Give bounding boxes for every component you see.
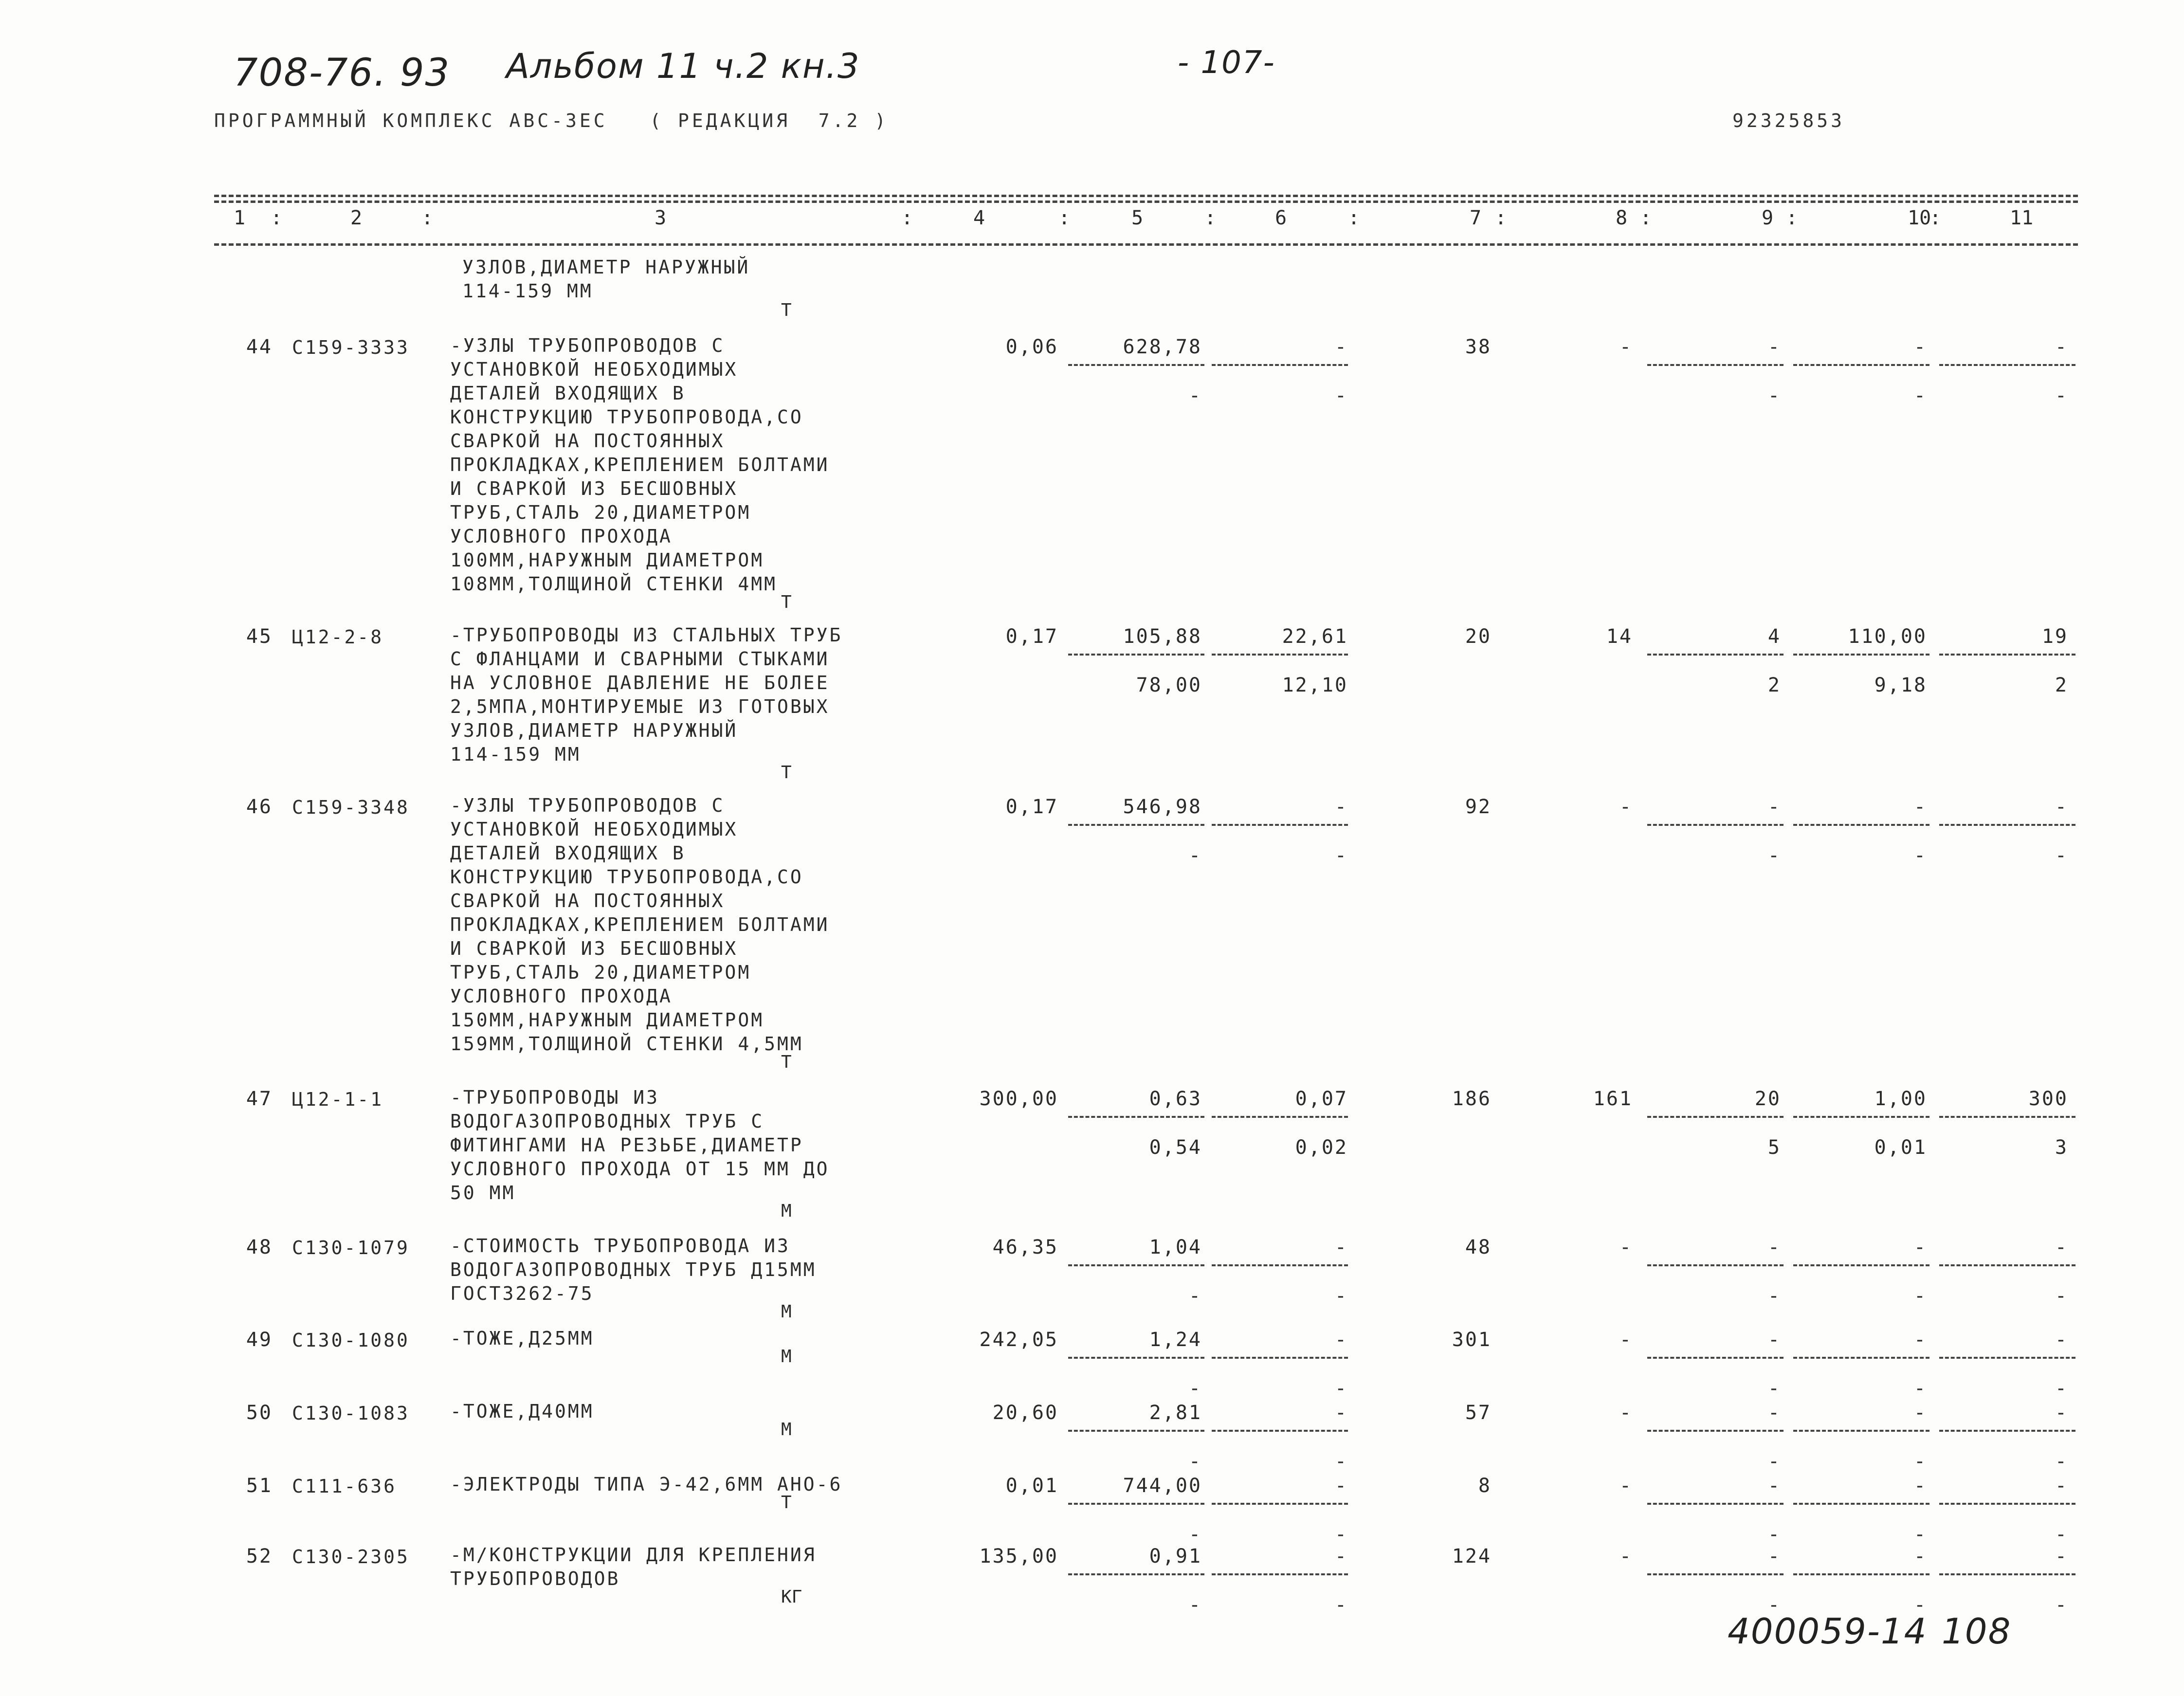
row-description-line: ГОСТ3262-75	[450, 1283, 594, 1304]
cell-c11: -	[2055, 1236, 2068, 1258]
cell-separator-c9	[1647, 1357, 1784, 1359]
continuation-unit: Т	[781, 300, 792, 320]
row-description-line: -М/КОНСТРУКЦИИ ДЛЯ КРЕПЛЕНИЯ	[450, 1544, 817, 1566]
cell-c4: 242,05	[979, 1329, 1058, 1351]
cell-separator-c10	[1793, 364, 1929, 366]
cell-c10b: -	[1913, 384, 1927, 407]
row-description-line: ВОДОГАЗОПРОВОДНЫХ ТРУБ Д15ММ	[450, 1259, 817, 1280]
row-description-line: КОНСТРУКЦИЮ ТРУБОПРОВОДА,СО	[450, 866, 803, 888]
cell-c6b: 12,10	[1282, 674, 1348, 696]
cell-separator-c5	[1068, 824, 1204, 826]
cell-separator-c11	[1939, 1430, 2075, 1432]
cell-c6: -	[1334, 796, 1348, 818]
row-description-line: -ТОЖЕ,Д40ММ	[450, 1401, 594, 1422]
column-header-2: 2	[350, 207, 363, 229]
cell-c6b: 0,02	[1295, 1136, 1348, 1159]
header-rule-top-second	[214, 201, 2078, 203]
cell-c9b: 5	[1767, 1136, 1781, 1159]
cell-c8: -	[1619, 1545, 1633, 1568]
cell-c10b: -	[1913, 1377, 1927, 1400]
cell-c5: 0,63	[1149, 1088, 1202, 1110]
row-description-line: 114-159 ММ	[450, 744, 581, 765]
cell-c9: -	[1767, 1236, 1781, 1258]
cell-c10: -	[1913, 796, 1927, 818]
row-code: С130-1079	[292, 1237, 410, 1258]
cell-c6b: -	[1334, 384, 1348, 407]
column-header-15: :	[1640, 207, 1652, 229]
cell-c5b: -	[1188, 1285, 1202, 1307]
cell-c6b: -	[1334, 1523, 1348, 1546]
row-code: С130-1080	[292, 1330, 410, 1351]
cell-c4: 300,00	[979, 1088, 1058, 1110]
cell-separator-c9	[1647, 364, 1784, 366]
cell-separator-c11	[1939, 364, 2075, 366]
row-unit: М	[781, 1201, 792, 1221]
row-description-line: УЗЛОВ,ДИАМЕТР НАРУЖНЫЙ	[450, 720, 738, 741]
column-header-16: 9	[1762, 207, 1774, 229]
cell-separator-c6	[1212, 824, 1348, 826]
cell-c11b: -	[2055, 1377, 2068, 1400]
row-description-line: 100ММ,НАРУЖНЫМ ДИАМЕТРОМ	[450, 549, 764, 571]
cell-separator-c6	[1212, 1430, 1348, 1432]
handwritten-album-reference: Альбом 11 ч.2 кн.3	[506, 46, 860, 86]
row-description-line: 2,5МПА,МОНТИРУЕМЫЕ ИЗ ГОТОВЫХ	[450, 696, 830, 717]
row-description-line: -ТОЖЕ,Д25ММ	[450, 1328, 594, 1349]
cell-c5: 744,00	[1123, 1475, 1202, 1497]
row-description-line: УСЛОВНОГО ПРОХОДА	[450, 526, 673, 547]
row-number: 47	[246, 1088, 273, 1110]
cell-c11b: 3	[2055, 1136, 2068, 1159]
column-header-17: :	[1786, 207, 1798, 229]
cell-c11: 19	[2041, 625, 2068, 648]
cell-c6: -	[1334, 1545, 1348, 1568]
cell-c6: 22,61	[1282, 625, 1348, 648]
cell-separator-c5	[1068, 1430, 1204, 1432]
column-header-4: 3	[655, 207, 667, 229]
cell-c6: -	[1334, 1475, 1348, 1497]
cell-c10b: -	[1913, 844, 1927, 867]
cell-c9: -	[1767, 1402, 1781, 1424]
cell-c8: 161	[1593, 1088, 1633, 1110]
row-description-line: ТРУБОПРОВОДОВ	[450, 1568, 620, 1589]
cell-c4: 20,60	[992, 1402, 1058, 1424]
cell-separator-c6	[1212, 1573, 1348, 1575]
cell-separator-c11	[1939, 654, 2075, 656]
cell-c10: -	[1913, 1545, 1927, 1568]
cell-c11b: -	[2055, 384, 2068, 407]
column-header-3: :	[421, 207, 434, 229]
cell-c9b: -	[1767, 1594, 1781, 1616]
cell-c8: -	[1619, 1475, 1633, 1497]
cell-c10b: 0,01	[1874, 1136, 1927, 1159]
cell-c4: 0,17	[1005, 625, 1058, 648]
cell-separator-c10	[1793, 1264, 1929, 1266]
row-unit: Т	[781, 1493, 792, 1513]
cell-separator-c10	[1793, 654, 1929, 656]
cell-c6b: -	[1334, 1285, 1348, 1307]
cell-c6b: -	[1334, 1377, 1348, 1400]
row-number: 52	[246, 1545, 273, 1568]
cell-c5b: -	[1188, 384, 1202, 407]
cell-separator-c6	[1212, 1357, 1348, 1359]
cell-separator-c5	[1068, 654, 1204, 656]
cell-c9b: -	[1767, 1450, 1781, 1473]
row-description-line: НА УСЛОВНОЕ ДАВЛЕНИЕ НЕ БОЛЕЕ	[450, 672, 830, 693]
cell-separator-c6	[1212, 1116, 1348, 1118]
cell-c4: 46,35	[992, 1236, 1058, 1258]
row-description-line: 50 ММ	[450, 1182, 516, 1204]
cell-c5: 2,81	[1149, 1402, 1202, 1424]
cell-c6: -	[1334, 1402, 1348, 1424]
column-header-7: :	[1058, 207, 1071, 229]
cell-c5b: -	[1188, 1594, 1202, 1616]
cell-separator-c5	[1068, 1264, 1204, 1266]
cell-c6: 0,07	[1295, 1088, 1348, 1110]
row-code: Ц12-1-1	[292, 1089, 384, 1110]
cell-c5b: -	[1188, 844, 1202, 867]
cell-c6: -	[1334, 1236, 1348, 1258]
cell-c11: -	[2055, 1402, 2068, 1424]
cell-c8: -	[1619, 1329, 1633, 1351]
row-description-line: УСТАНОВКОЙ НЕОБХОДИМЫХ	[450, 359, 738, 380]
handwritten-footer-code: 400059-14	[1728, 1611, 1928, 1652]
continuation-text-line: УЗЛОВ,ДИАМЕТР НАРУЖНЫЙ	[462, 256, 750, 278]
cell-separator-c9	[1647, 1264, 1784, 1266]
cell-c5: 546,98	[1123, 796, 1202, 818]
cell-c5: 1,04	[1149, 1236, 1202, 1258]
column-header-5: :	[901, 207, 913, 229]
cell-c10b: -	[1913, 1450, 1927, 1473]
row-number: 50	[246, 1402, 273, 1424]
cell-c4: 0,01	[1005, 1475, 1058, 1497]
row-description-line: 108ММ,ТОЛЩИНОЙ СТЕНКИ 4ММ	[450, 573, 777, 595]
cell-c8: -	[1619, 1402, 1633, 1424]
cell-c11: -	[2055, 336, 2068, 358]
cell-c11b: -	[2055, 1594, 2068, 1616]
cell-separator-c9	[1647, 1503, 1784, 1505]
cell-c9: -	[1767, 336, 1781, 358]
column-header-20: 11	[2010, 207, 2034, 229]
row-description-line: УСЛОВНОГО ПРОХОДА	[450, 985, 673, 1007]
column-header-12: 7	[1470, 207, 1482, 229]
cell-separator-c10	[1793, 824, 1929, 826]
row-description-line: С ФЛАНЦАМИ И СВАРНЫМИ СТЫКАМИ	[450, 648, 830, 670]
cell-separator-c10	[1793, 1116, 1929, 1118]
cell-separator-c5	[1068, 1116, 1204, 1118]
column-header-0: 1	[234, 207, 246, 229]
cell-separator-c11	[1939, 1116, 2075, 1118]
cell-c11: -	[2055, 1475, 2068, 1497]
row-code: С130-2305	[292, 1546, 410, 1568]
cell-c7: 124	[1452, 1545, 1492, 1568]
cell-c10b: -	[1913, 1523, 1927, 1546]
cell-c5b: -	[1188, 1450, 1202, 1473]
cell-separator-c10	[1793, 1503, 1929, 1505]
cell-separator-c10	[1793, 1357, 1929, 1359]
row-description-line: ТРУБ,СТАЛЬ 20,ДИАМЕТРОМ	[450, 502, 751, 523]
program-name: ПРОГРАММНЫЙ КОМПЛЕКС АВС-3ЕС ( РЕДАКЦИЯ 7.2 )	[214, 110, 889, 131]
cell-c6: -	[1334, 1329, 1348, 1351]
cell-c10: -	[1913, 1402, 1927, 1424]
cell-separator-c11	[1939, 1503, 2075, 1505]
cell-c6b: -	[1334, 1594, 1348, 1616]
cell-c11: -	[2055, 1545, 2068, 1568]
column-header-10: 6	[1275, 207, 1287, 229]
cell-separator-c9	[1647, 1430, 1784, 1432]
row-description-line: ПРОКЛАДКАХ,КРЕПЛЕНИЕМ БОЛТАМИ	[450, 914, 830, 935]
cell-c10b: -	[1913, 1285, 1927, 1307]
row-number: 51	[246, 1475, 273, 1497]
row-description-line: УСТАНОВКОЙ НЕОБХОДИМЫХ	[450, 819, 738, 840]
row-code: С159-3333	[292, 337, 410, 358]
cell-c4: 135,00	[979, 1545, 1058, 1568]
cell-c11b: 2	[2055, 674, 2068, 696]
cell-c5b: -	[1188, 1523, 1202, 1546]
row-description-line: СВАРКОЙ НА ПОСТОЯННЫХ	[450, 430, 725, 452]
cell-separator-c10	[1793, 1573, 1929, 1575]
cell-separator-c9	[1647, 1116, 1784, 1118]
cell-c9: 4	[1767, 625, 1781, 648]
cell-c9b: -	[1767, 1285, 1781, 1307]
cell-c8: 14	[1606, 625, 1633, 648]
row-unit: КГ	[781, 1587, 802, 1607]
row-unit: Т	[781, 763, 792, 783]
cell-c10: -	[1913, 336, 1927, 358]
row-description-line: -УЗЛЫ ТРУБОПРОВОДОВ С	[450, 335, 725, 356]
cell-c7: 301	[1452, 1329, 1492, 1351]
cell-c4: 0,06	[1005, 336, 1058, 358]
cell-c5: 628,78	[1123, 336, 1202, 358]
header-rule-top	[214, 195, 2078, 197]
row-description-line: -УЗЛЫ ТРУБОПРОВОДОВ С	[450, 795, 725, 816]
cell-c10b: 9,18	[1874, 674, 1927, 696]
cell-c5: 0,91	[1149, 1545, 1202, 1568]
row-description-line: ТРУБ,СТАЛЬ 20,ДИАМЕТРОМ	[450, 962, 751, 983]
handwritten-project-code: 708-76. 93	[234, 51, 451, 95]
row-unit: Т	[781, 1052, 792, 1072]
cell-c9b: -	[1767, 844, 1781, 867]
cell-c8: -	[1619, 796, 1633, 818]
row-description-line: -СТОИМОСТЬ ТРУБОПРОВОДА ИЗ	[450, 1235, 790, 1257]
column-header-19: :	[1929, 207, 1942, 229]
cell-separator-c11	[1939, 824, 2075, 826]
column-header-13: :	[1495, 207, 1507, 229]
column-header-11: :	[1348, 207, 1360, 229]
cell-separator-c5	[1068, 364, 1204, 366]
cell-separator-c5	[1068, 1503, 1204, 1505]
cell-c10: -	[1913, 1329, 1927, 1351]
cell-c6b: -	[1334, 844, 1348, 867]
row-description-line: -ТРУБОПРОВОДЫ ИЗ	[450, 1087, 660, 1108]
cell-c11b: -	[2055, 1523, 2068, 1546]
row-description-line: КОНСТРУКЦИЮ ТРУБОПРОВОДА,СО	[450, 406, 803, 428]
cell-c5: 1,24	[1149, 1329, 1202, 1351]
row-number: 46	[246, 796, 273, 818]
cell-c9b: 2	[1767, 674, 1781, 696]
cell-c5b: -	[1188, 1377, 1202, 1400]
cell-c11: -	[2055, 796, 2068, 818]
cell-separator-c11	[1939, 1357, 2075, 1359]
cell-c10: 1,00	[1874, 1088, 1927, 1110]
row-description-line: 159ММ,ТОЛЩИНОЙ СТЕНКИ 4,5ММ	[450, 1033, 803, 1055]
row-description-line: ФИТИНГАМИ НА РЕЗЬБЕ,ДИАМЕТР	[450, 1134, 803, 1156]
column-header-8: 5	[1131, 207, 1144, 229]
cell-c9b: -	[1767, 1523, 1781, 1546]
cell-c9b: -	[1767, 1377, 1781, 1400]
cell-c9b: -	[1767, 384, 1781, 407]
row-description-line: 150ММ,НАРУЖНЫМ ДИАМЕТРОМ	[450, 1009, 764, 1031]
cell-c7: 92	[1465, 796, 1492, 818]
row-description-line: УСЛОВНОГО ПРОХОДА ОТ 15 ММ ДО	[450, 1158, 830, 1180]
column-header-6: 4	[973, 207, 985, 229]
cell-c7: 20	[1465, 625, 1492, 648]
cell-c10b: -	[1913, 1594, 1927, 1616]
cell-c11b: -	[2055, 1450, 2068, 1473]
cell-c6b: -	[1334, 1450, 1348, 1473]
cell-separator-c5	[1068, 1573, 1204, 1575]
column-header-18: 10	[1908, 207, 1931, 229]
row-description-line: -ЭЛЕКТРОДЫ ТИПА Э-42,6ММ АНО-6	[450, 1474, 843, 1495]
cell-c7: 8	[1478, 1475, 1492, 1497]
cell-c7: 48	[1465, 1236, 1492, 1258]
cell-c11: -	[2055, 1329, 2068, 1351]
row-description-line: ДЕТАЛЕЙ ВХОДЯЩИХ В	[450, 842, 686, 864]
cell-c10: 110,00	[1848, 625, 1927, 648]
cell-c5b: 0,54	[1149, 1136, 1202, 1159]
cell-c11b: -	[2055, 1285, 2068, 1307]
cell-c10: -	[1913, 1236, 1927, 1258]
row-code: С159-3348	[292, 797, 410, 818]
column-header-1: :	[271, 207, 283, 229]
cell-c7: 57	[1465, 1402, 1492, 1424]
row-unit: Т	[781, 592, 792, 612]
cell-c8: -	[1619, 336, 1633, 358]
cell-separator-c6	[1212, 654, 1348, 656]
cell-c9: -	[1767, 1329, 1781, 1351]
cell-separator-c10	[1793, 1430, 1929, 1432]
cell-separator-c6	[1212, 364, 1348, 366]
row-number: 44	[246, 336, 273, 358]
cell-separator-c9	[1647, 654, 1784, 656]
cell-separator-c11	[1939, 1573, 2075, 1575]
row-description-line: И СВАРКОЙ ИЗ БЕСШОВНЫХ	[450, 938, 738, 959]
row-code: Ц12-2-8	[292, 626, 384, 648]
row-code: С130-1083	[292, 1403, 410, 1424]
column-header-14: 8	[1616, 207, 1628, 229]
row-description-line: И СВАРКОЙ ИЗ БЕСШОВНЫХ	[450, 478, 738, 499]
cell-separator-c5	[1068, 1357, 1204, 1359]
cell-separator-c9	[1647, 1573, 1784, 1575]
row-description-line: ДЕТАЛЕЙ ВХОДЯЩИХ В	[450, 383, 686, 404]
cell-separator-c6	[1212, 1503, 1348, 1505]
cell-c11b: -	[2055, 844, 2068, 867]
cell-separator-c9	[1647, 824, 1784, 826]
row-number: 49	[246, 1329, 273, 1351]
cell-c5b: 78,00	[1136, 674, 1202, 696]
column-header-9: :	[1204, 207, 1217, 229]
row-unit: М	[781, 1420, 792, 1440]
handwritten-footer-page: 108	[1942, 1611, 2012, 1652]
row-description-line: -ТРУБОПРОВОДЫ ИЗ СТАЛЬНЫХ ТРУБ	[450, 624, 843, 646]
row-description-line: СВАРКОЙ НА ПОСТОЯННЫХ	[450, 890, 725, 912]
cell-c9: -	[1767, 1475, 1781, 1497]
document-number: 92325853	[1732, 110, 1845, 131]
cell-c9: 20	[1754, 1088, 1781, 1110]
handwritten-page-number: - 107-	[1178, 45, 1275, 81]
row-description-line: ВОДОГАЗОПРОВОДНЫХ ТРУБ С	[450, 1111, 764, 1132]
row-code: С111-636	[292, 1476, 397, 1497]
cell-separator-c11	[1939, 1264, 2075, 1266]
row-number: 45	[246, 625, 273, 648]
cell-c8: -	[1619, 1236, 1633, 1258]
row-unit: М	[781, 1302, 792, 1322]
cell-separator-c6	[1212, 1264, 1348, 1266]
cell-c4: 0,17	[1005, 796, 1058, 818]
row-description-line: ПРОКЛАДКАХ,КРЕПЛЕНИЕМ БОЛТАМИ	[450, 454, 830, 475]
row-number: 48	[246, 1236, 273, 1258]
cell-c10: -	[1913, 1475, 1927, 1497]
row-unit: М	[781, 1347, 792, 1367]
cell-c7: 186	[1452, 1088, 1492, 1110]
cell-c9: -	[1767, 1545, 1781, 1568]
continuation-text-line: 114-159 ММ	[462, 280, 593, 302]
cell-c6: -	[1334, 336, 1348, 358]
cell-c9: -	[1767, 796, 1781, 818]
cell-c11: 300	[2028, 1088, 2068, 1110]
cell-c5: 105,88	[1123, 625, 1202, 648]
header-rule-bottom	[214, 243, 2078, 246]
cell-c7: 38	[1465, 336, 1492, 358]
